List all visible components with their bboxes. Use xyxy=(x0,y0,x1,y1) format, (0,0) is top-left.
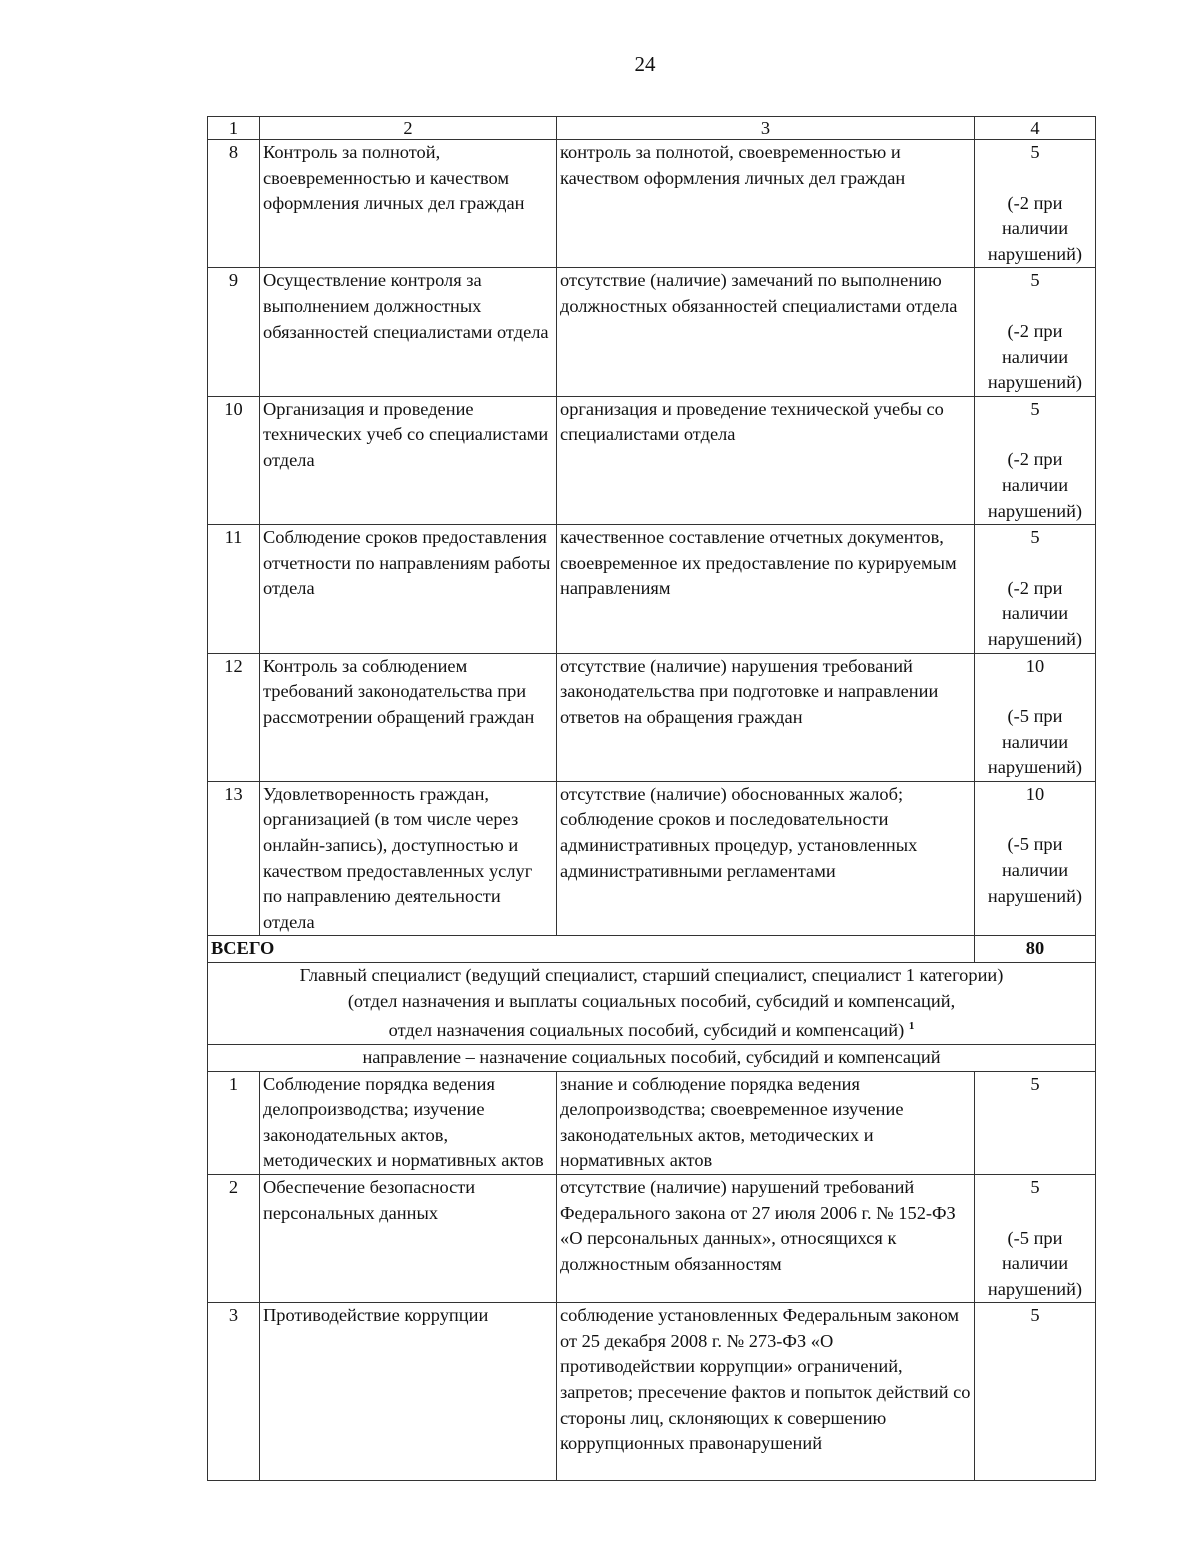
score-value: 5 xyxy=(1030,270,1040,291)
table-row xyxy=(208,1303,1096,1481)
row-number: 3 xyxy=(208,1303,260,1481)
table-row xyxy=(208,396,1096,524)
score-note: (-2 при наличии нарушений) xyxy=(987,577,1083,649)
score-note: (-2 при наличии нарушений) xyxy=(987,192,1083,264)
score-cell xyxy=(975,140,1096,268)
indicator-cell: отсутствие (наличие) обоснованных жалоб; соблюдение сроков и последовательности административных процедур, установленных административными регламентами xyxy=(557,781,975,936)
criterion-cell: Организация и проведение технических учеб со специалистами отдела xyxy=(260,396,557,524)
indicator-cell: отсутствие (наличие) нарушения требований законодательства при подготовке и направлении ответов на обращения граждан xyxy=(557,653,975,781)
score-cell xyxy=(975,1303,1096,1481)
score-value: 10 xyxy=(1025,783,1045,804)
criterion-cell: Соблюдение сроков предоставления отчетности по направлениям работы отдела xyxy=(260,525,557,653)
table-row xyxy=(208,525,1096,653)
section-line-1: Главный специалист (ведущий специалист, старший специалист, специалист 1 категории) xyxy=(299,965,1004,986)
table-row xyxy=(208,1071,1096,1174)
criterion-cell: Контроль за полнотой, своевременностью и качеством оформления личных дел граждан xyxy=(260,140,557,268)
header-cell-3: 3 xyxy=(557,117,975,140)
criterion-cell: Осуществление контроля за выполнением должностных обязанностей специалистами отдела xyxy=(260,268,557,396)
indicator-cell: организация и проведение технической учебы со специалистами отдела xyxy=(557,396,975,524)
score-note: (-2 при наличии нарушений) xyxy=(987,320,1083,393)
criterion-cell: Удовлетворенность граждан, организацией (в том числе через онлайн-запись), доступностью и качеством предоставленных услуг по направлению деятельности отдела xyxy=(260,781,557,936)
row-number: 11 xyxy=(208,525,260,653)
score-cell xyxy=(975,781,1096,936)
row-number: 13 xyxy=(208,781,260,936)
row-number: 8 xyxy=(208,140,260,268)
criterion-cell: Обеспечение безопасности персональных данных xyxy=(260,1174,557,1302)
row-number: 12 xyxy=(208,653,260,781)
total-label: ВСЕГО xyxy=(208,936,975,963)
score-value: 5 xyxy=(1030,398,1040,419)
direction-heading: направление – назначение социальных пособий, субсидий и компенсаций xyxy=(208,1044,1096,1071)
score-value: 10 xyxy=(1025,655,1045,676)
table-body xyxy=(208,117,1096,1481)
section-line-3-wrap xyxy=(208,1014,1095,1044)
score-value: 5 xyxy=(1030,1305,1040,1326)
table-row xyxy=(208,140,1096,268)
score-note: (-2 при наличии нарушений) xyxy=(987,449,1083,521)
header-cell-2: 2 xyxy=(260,117,557,140)
table-row xyxy=(208,653,1096,781)
score-value: 5 xyxy=(1030,527,1040,548)
criterion-cell: Соблюдение порядка ведения делопроизводства; изучение законодательных актов, методических и нормативных актов xyxy=(260,1071,557,1174)
indicator-cell: соблюдение установленных Федеральным законом от 25 декабря 2008 г. № 273-ФЗ «О противодействии коррупции» ограничений, запретов; пресечение фактов и попыток действий со стороны лиц, склоняющих к совершению коррупционных правонарушений xyxy=(557,1303,975,1481)
criterion-cell: Противодействие коррупции xyxy=(260,1303,557,1481)
indicator-cell: качественное составление отчетных документов, своевременное их предоставление по курируемым направлениям xyxy=(557,525,975,653)
score-note: (-5 при наличии нарушений) xyxy=(987,1227,1083,1299)
evaluation-table xyxy=(207,116,1096,1481)
row-number: 10 xyxy=(208,396,260,524)
score-note: (-5 при наличии нарушений) xyxy=(987,706,1083,778)
section-row xyxy=(208,963,1096,1045)
direction-row xyxy=(208,1044,1096,1071)
indicator-cell: отсутствие (наличие) замечаний по выполнению должностных обязанностей специалистами отдела xyxy=(557,268,975,396)
header-cell-4: 4 xyxy=(975,117,1096,140)
score-value: 5 xyxy=(1030,1073,1040,1094)
section-heading xyxy=(208,963,1096,1045)
score-cell xyxy=(975,1071,1096,1174)
row-number: 9 xyxy=(208,268,260,396)
row-number: 2 xyxy=(208,1174,260,1302)
table-row xyxy=(208,781,1096,936)
score-value: 5 xyxy=(1030,142,1040,162)
footnote-mark: 1 xyxy=(908,1020,915,1033)
score-value: 5 xyxy=(1030,1176,1040,1197)
table-row xyxy=(208,268,1096,396)
page-number: 24 xyxy=(634,52,656,76)
score-cell xyxy=(975,525,1096,653)
score-cell xyxy=(975,268,1096,396)
header-row xyxy=(208,117,1096,140)
header-cell-1: 1 xyxy=(208,117,260,140)
score-note: (-5 при наличии нарушений) xyxy=(987,834,1083,906)
criterion-cell: Контроль за соблюдением требований законодательства при рассмотрении обращений граждан xyxy=(260,653,557,781)
section-line-2: (отдел назначения и выплаты социальных пособий, субсидий и компенсаций, xyxy=(347,990,956,1011)
indicator-cell: контроль за полнотой, своевременностью и качеством оформления личных дел граждан xyxy=(557,140,975,268)
section-line-3: отдел назначения социальных пособий, субсидий и компенсаций) xyxy=(388,1020,905,1041)
total-value: 80 xyxy=(975,936,1096,963)
score-cell xyxy=(975,396,1096,524)
score-cell xyxy=(975,653,1096,781)
total-row xyxy=(208,936,1096,963)
row-number: 1 xyxy=(208,1071,260,1174)
indicator-cell: знание и соблюдение порядка ведения делопроизводства; своевременное изучение законодательных актов, методических и нормативных актов xyxy=(557,1071,975,1174)
score-cell xyxy=(975,1174,1096,1302)
indicator-cell: отсутствие (наличие) нарушений требований Федерального закона от 27 июля 2006 г. № 152-ФЗ «О персональных данных», относящихся к должностным обязанностям xyxy=(557,1174,975,1302)
table-row xyxy=(208,1174,1096,1302)
